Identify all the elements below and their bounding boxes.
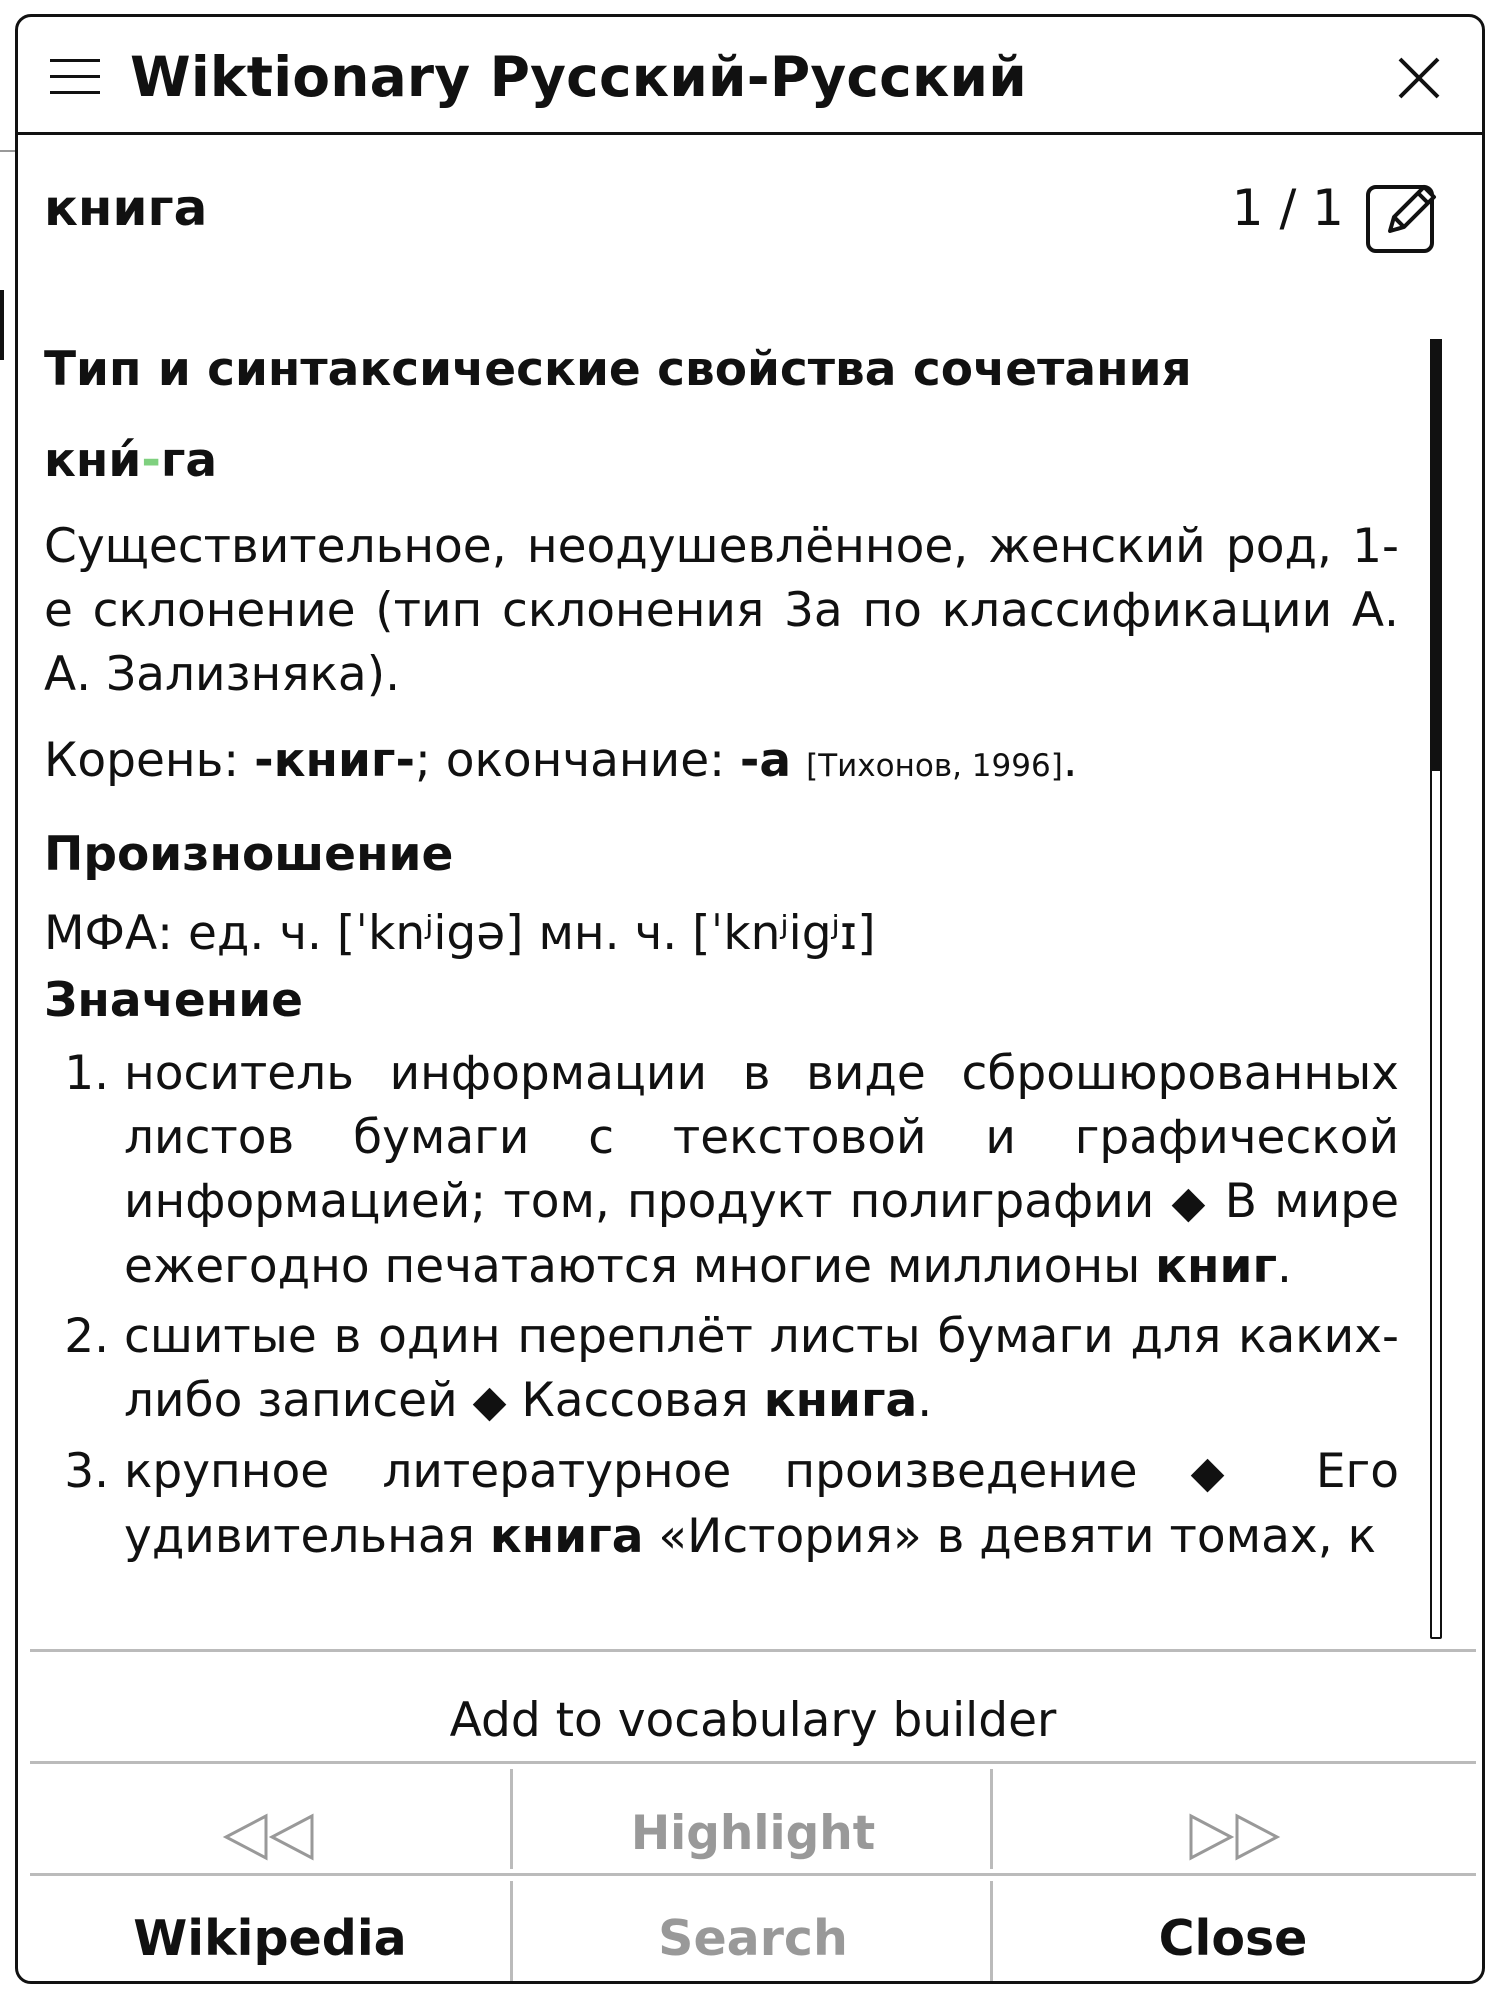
highlight-button[interactable]: Highlight (630, 1806, 876, 1861)
dictionary-title: Wiktionary Русский-Русский (130, 45, 1027, 109)
list-item: 1. носитель информации в виде сброшюрованных листов бумаги с текстовой и графической информацией; том, продукт полиграфии ◆ В мире ежегодно печатаются многие миллионы книг. (124, 1042, 1399, 1299)
headword: книга (44, 179, 208, 237)
syllable-breakdown: кни́-га (44, 433, 218, 488)
definition-content[interactable] (44, 335, 1399, 1615)
title-bar (18, 17, 1482, 135)
meanings-list (44, 1042, 1399, 1569)
wikipedia-button[interactable]: Wikipedia (133, 1910, 407, 1967)
list-item: 3. крупное литературное произведение ◆ Его удивительная книга «История» в девяти томах, к (124, 1440, 1399, 1569)
divider (30, 1649, 1476, 1652)
close-button[interactable]: Close (1158, 1910, 1308, 1967)
dictionary-popup (15, 14, 1485, 1984)
divider (30, 1873, 1476, 1876)
rewind-icon (222, 1812, 318, 1862)
edit-icon[interactable] (1364, 177, 1442, 255)
headword-row (18, 135, 1482, 245)
morphology-text: Существительное, неодушевлённое, женский род, 1-е склонение (тип склонения 3a по классификации А. А. Зализняка). (44, 519, 1399, 702)
ipa-transcription: МФА: ед. ч. [ˈknʲigə] мн. ч. [ˈknʲigʲɪ] (44, 906, 876, 961)
add-to-vocabulary-button[interactable]: Add to vocabulary builder (449, 1693, 1057, 1748)
scrollbar[interactable] (1430, 339, 1442, 1639)
divider (30, 1761, 1476, 1764)
close-icon[interactable] (1394, 53, 1444, 103)
section-heading-pronunciation: Произношение (44, 827, 454, 882)
list-item: 2. сшитые в один переплёт листы бумаги для каких-либо записей ◆ Кассовая книга. (124, 1305, 1399, 1434)
fast-forward-icon (1185, 1812, 1281, 1862)
scrollbar-thumb[interactable] (1430, 339, 1442, 771)
result-pager: 1 / 1 (1231, 179, 1344, 237)
search-button[interactable]: Search (658, 1910, 848, 1967)
menu-icon[interactable] (50, 59, 100, 95)
example-diamond-icon: ◆ (472, 1376, 507, 1427)
background-page-edge (0, 150, 15, 152)
background-page-edge (0, 290, 4, 360)
section-heading-type: Тип и синтаксические свойства сочетания (44, 342, 1192, 397)
root-ending-text: Корень: -книг-; окончание: -а [Тихонов, 1996]. (44, 733, 1078, 788)
example-diamond-icon: ◆ (1190, 1447, 1263, 1498)
section-heading-meaning: Значение (44, 973, 304, 1028)
example-diamond-icon: ◆ (1171, 1177, 1208, 1228)
